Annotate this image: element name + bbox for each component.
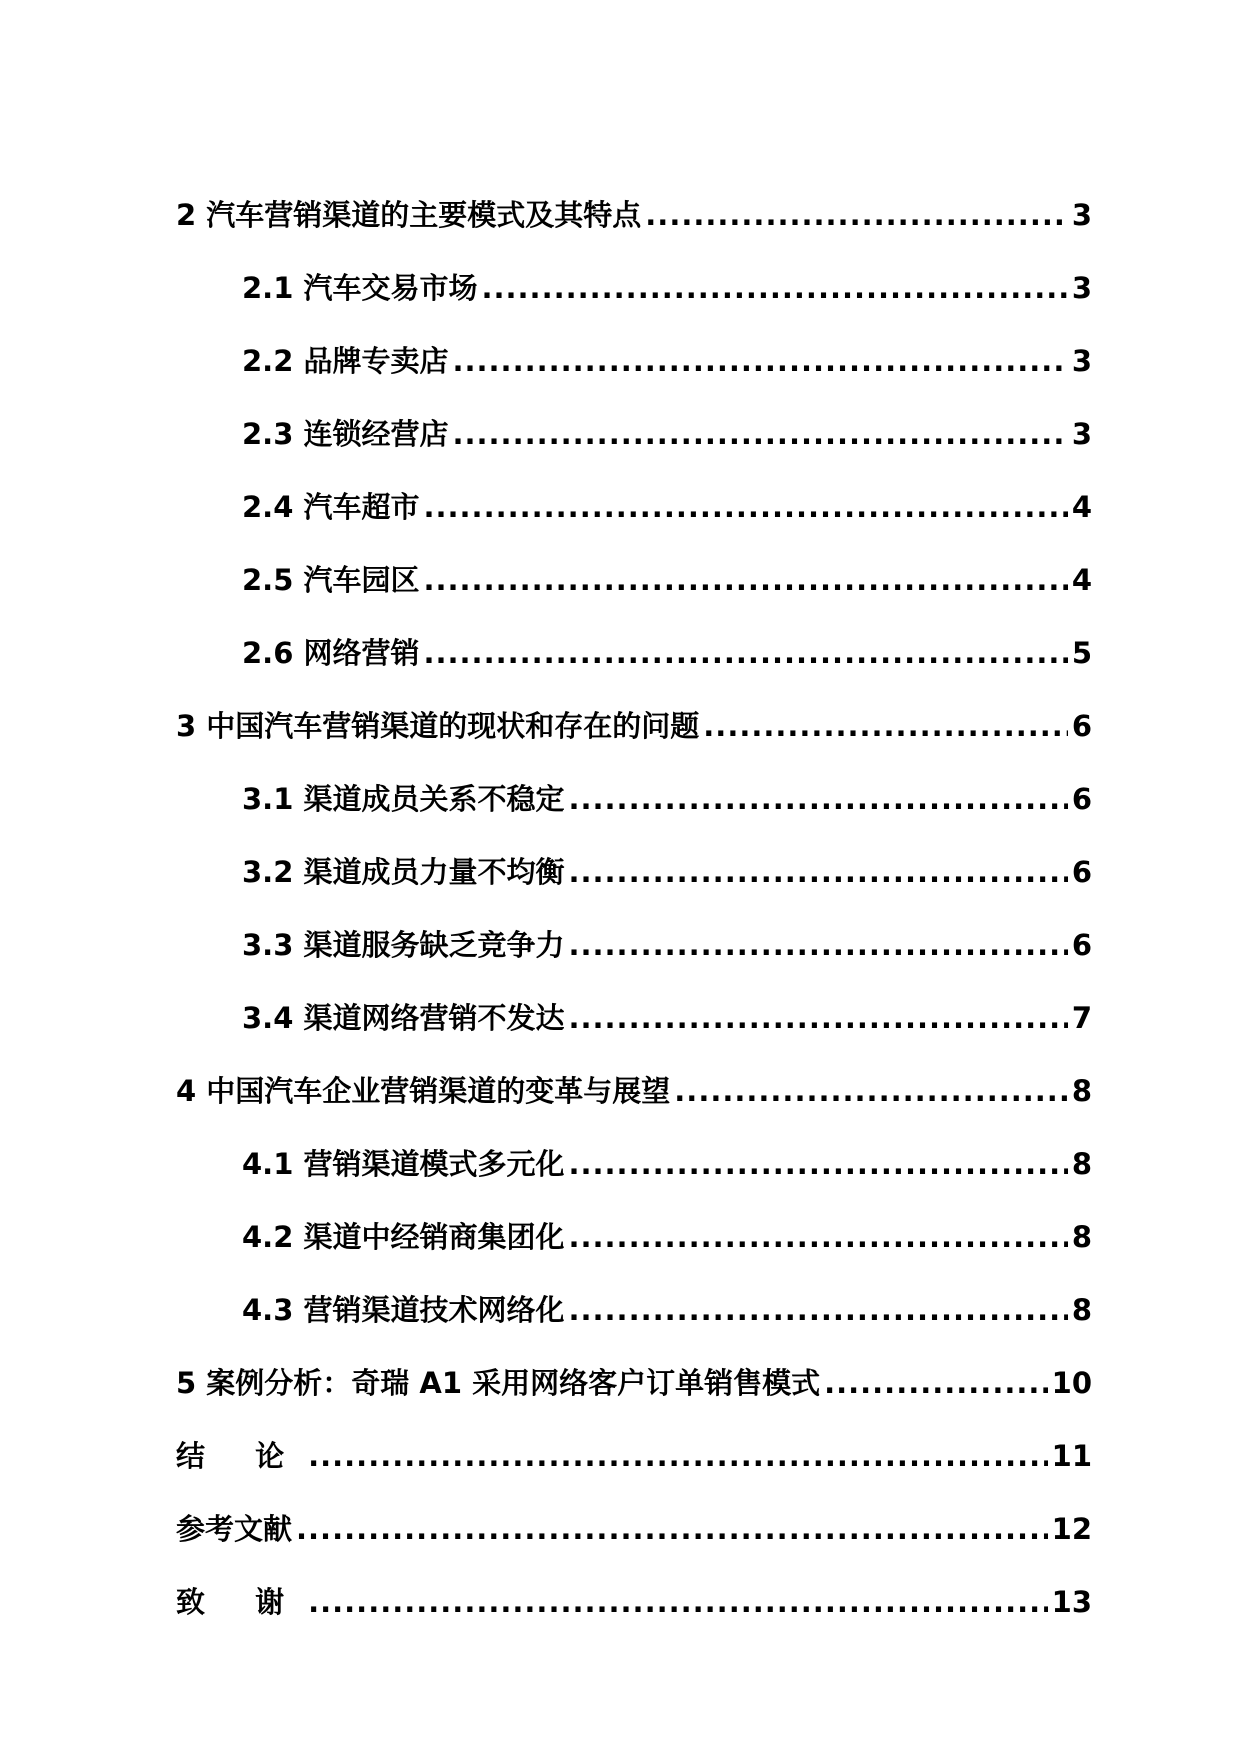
toc-leader-dots (452, 420, 1067, 449)
toc-entry-page: 13 (1051, 1585, 1092, 1619)
toc-entry-page: 8 (1071, 1074, 1092, 1108)
toc-entry-label: 结 论 (176, 1439, 305, 1473)
toc-entry[interactable] (176, 522, 1092, 595)
toc-leader-dots (568, 1296, 1067, 1325)
toc-entry[interactable] (176, 230, 1092, 303)
toc-entry-label: 4.1 营销渠道模式多元化 (242, 1147, 565, 1181)
toc-entry-label: 4.2 渠道中经销商集团化 (242, 1220, 565, 1254)
toc-entry-label: 5 案例分析：奇瑞 A1 采用网络客户订单销售模式 (176, 1366, 821, 1400)
toc-entry-label: 4.3 营销渠道技术网络化 (242, 1293, 565, 1327)
toc-leader-dots (568, 1004, 1067, 1033)
toc-entry-label: 3.1 渠道成员关系不稳定 (242, 782, 565, 816)
toc-entry[interactable] (176, 157, 1092, 230)
toc-entry[interactable] (176, 1398, 1092, 1471)
toc-entry-page: 3 (1071, 198, 1092, 232)
toc-entry-label: 2.6 网络营销 (242, 636, 420, 670)
toc-entry-page: 6 (1071, 782, 1092, 816)
toc-entry-page: 10 (1051, 1366, 1092, 1400)
toc-entry[interactable] (176, 1471, 1092, 1544)
toc-leader-dots (568, 931, 1067, 960)
toc-entry-page: 7 (1071, 1001, 1092, 1035)
toc-leader-dots (423, 566, 1067, 595)
toc-entry-label: 2.5 汽车园区 (242, 563, 420, 597)
toc-entry-label: 3.3 渠道服务缺乏竞争力 (242, 928, 565, 962)
toc-leader-dots (674, 1077, 1068, 1106)
toc-entry-page: 8 (1071, 1293, 1092, 1327)
toc-leader-dots (824, 1369, 1048, 1398)
toc-leader-dots (568, 1223, 1067, 1252)
toc-entry-page: 8 (1071, 1147, 1092, 1181)
toc-entry[interactable] (176, 1544, 1092, 1617)
toc-entry[interactable] (176, 1325, 1092, 1398)
toc-entry-page: 6 (1071, 928, 1092, 962)
toc-entry-page: 8 (1071, 1220, 1092, 1254)
toc-entry[interactable] (176, 1033, 1092, 1106)
toc-leader-dots (481, 274, 1067, 303)
toc-entry-page: 3 (1071, 271, 1092, 305)
toc-leader-dots (645, 201, 1068, 230)
toc-entry[interactable] (176, 668, 1092, 741)
toc-entry-page: 12 (1051, 1512, 1092, 1546)
toc-entry-label: 致 谢 (176, 1585, 305, 1619)
toc-entry-label: 2.4 汽车超市 (242, 490, 420, 524)
toc-entry[interactable] (176, 741, 1092, 814)
toc-entry-label: 2.3 连锁经营店 (242, 417, 449, 451)
toc-entry-label: 3.2 渠道成员力量不均衡 (242, 855, 565, 889)
toc-entry[interactable] (176, 1252, 1092, 1325)
toc-entry-label: 3 中国汽车营销渠道的现状和存在的问题 (176, 709, 700, 743)
toc-entry-page: 11 (1051, 1439, 1092, 1473)
toc-entry-label: 2 汽车营销渠道的主要模式及其特点 (176, 198, 642, 232)
toc-leader-dots (423, 493, 1067, 522)
toc-entry-page: 4 (1071, 563, 1092, 597)
toc-entry[interactable] (176, 595, 1092, 668)
toc-leader-dots (296, 1515, 1048, 1544)
toc-leader-dots (568, 1150, 1067, 1179)
toc-leader-dots (308, 1442, 1048, 1471)
toc-entry[interactable] (176, 814, 1092, 887)
toc-entry-page: 6 (1071, 709, 1092, 743)
toc-entry-label: 4 中国汽车企业营销渠道的变革与展望 (176, 1074, 671, 1108)
table-of-contents (176, 157, 1092, 1617)
toc-entry-label: 2.1 汽车交易市场 (242, 271, 478, 305)
toc-entry[interactable] (176, 376, 1092, 449)
toc-entry[interactable] (176, 960, 1092, 1033)
toc-leader-dots (568, 858, 1067, 887)
toc-entry-page: 5 (1071, 636, 1092, 670)
toc-entry[interactable] (176, 1179, 1092, 1252)
toc-entry[interactable] (176, 887, 1092, 960)
toc-entry[interactable] (176, 1106, 1092, 1179)
toc-entry-label: 2.2 品牌专卖店 (242, 344, 449, 378)
toc-leader-dots (308, 1588, 1048, 1617)
toc-leader-dots (423, 639, 1067, 668)
toc-entry-label: 3.4 渠道网络营销不发达 (242, 1001, 565, 1035)
toc-entry-page: 4 (1071, 490, 1092, 524)
toc-entry[interactable] (176, 449, 1092, 522)
toc-leader-dots (703, 712, 1068, 741)
toc-leader-dots (568, 785, 1067, 814)
toc-entry[interactable] (176, 303, 1092, 376)
toc-leader-dots (452, 347, 1067, 376)
toc-entry-page: 3 (1071, 344, 1092, 378)
toc-entry-page: 6 (1071, 855, 1092, 889)
toc-entry-page: 3 (1071, 417, 1092, 451)
toc-entry-label: 参考文献 (176, 1512, 293, 1546)
